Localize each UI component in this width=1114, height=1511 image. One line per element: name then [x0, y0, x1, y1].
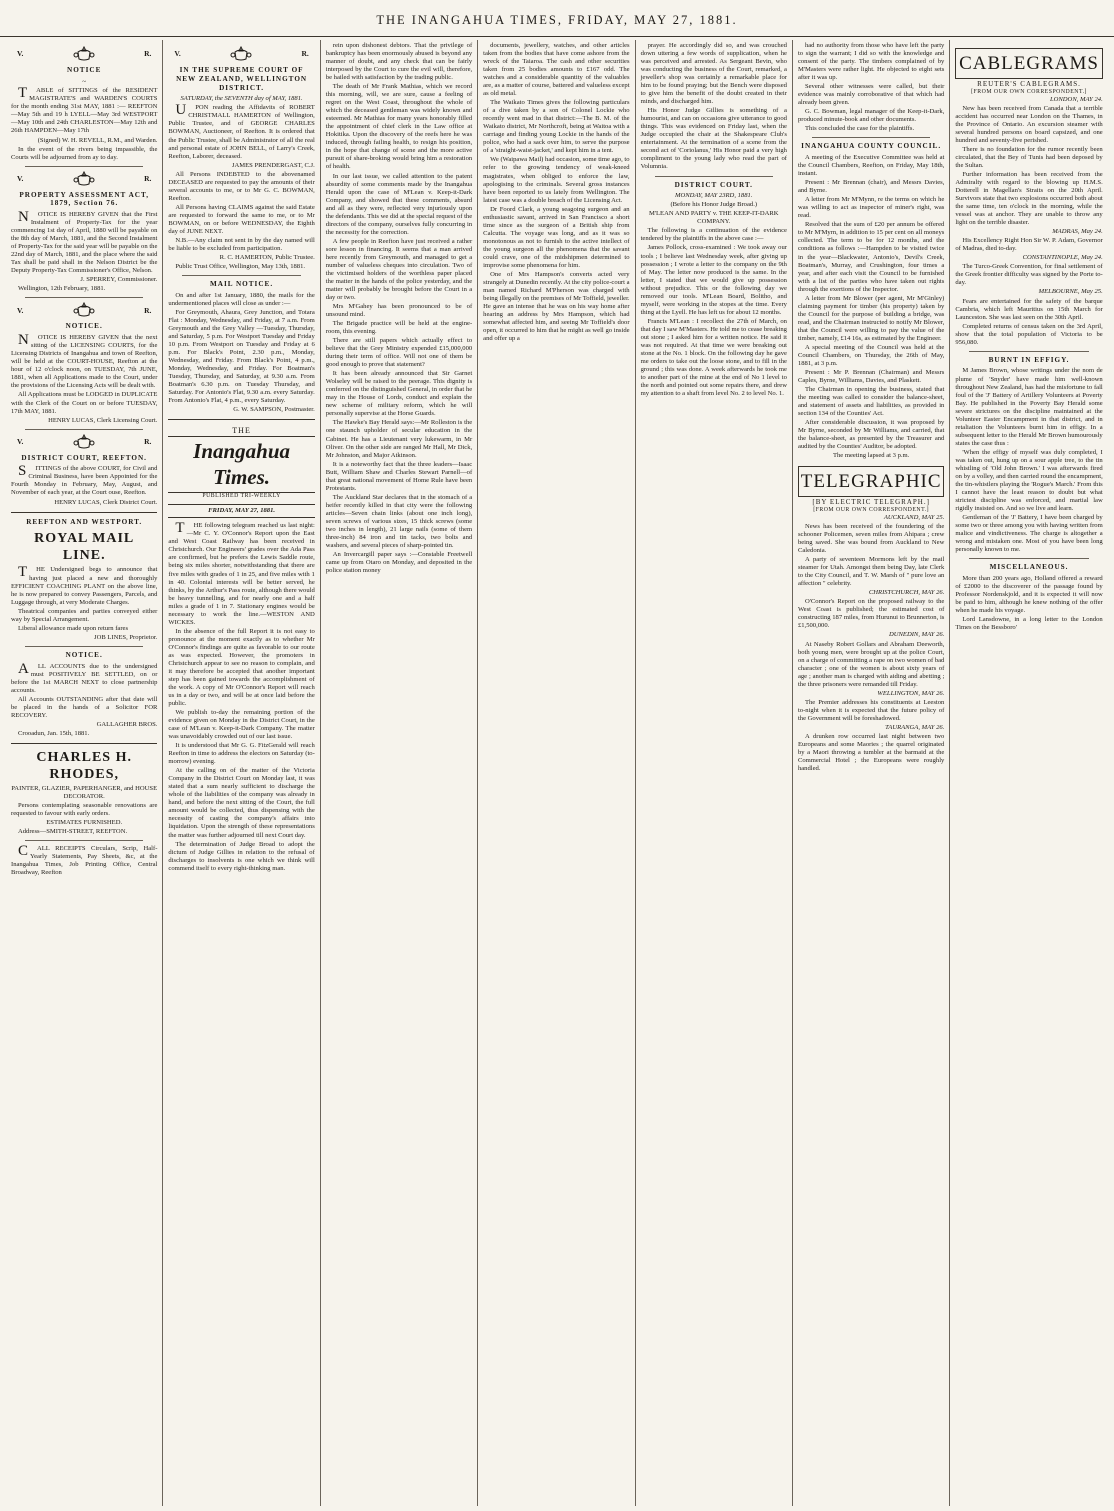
cable-place-1: LONDON, MAY 24. — [1049, 95, 1103, 103]
notice1-note: In the event of the rivers being impassible, the Courts will be adjourned from ay to day. — [11, 145, 158, 161]
paper-tagline: PUBLISHED TRI-WEEKLY — [202, 493, 281, 500]
divider — [655, 176, 773, 177]
notice5-title: NOTICE. — [65, 650, 103, 659]
running-masthead — [0, 0, 1114, 37]
council-present: Present : Mr Brennan (chair), and Messrs Davies, and Byrne. — [797, 179, 945, 195]
council-title: INANGAHUA COUNTY COUNCIL. — [801, 142, 942, 151]
col3-para-1: rein upon dishonest debtors. That the privilege of bankruptcy has been enormously abused is beyond any manner of doubt, and any check that can be fairly interposed by the Court to cure the evil will, therefore, be hailed with satisfaction by the trading public. — [325, 42, 473, 82]
council-body3: Resolved that the sum of £20 per annum be offered to Mr M'Myrn, in addition to 15 per cent on all moneys collected. The term to be for 12 months, and the conditions as follows :—Hampden to be visited twice in the year—Blackwater, Antonio's, Devil's Creek, Boatman's, Murray, and Crushington, four times a year, and after each visit the Council to be furnished with a list of the parties who have taken out rights through the exertions of the Inspector. — [797, 221, 945, 293]
notice5-sign: GALLAGHER BROS. — [96, 720, 158, 728]
divider — [25, 646, 143, 647]
mail-notice-title: MAIL NOTICE. — [210, 280, 274, 288]
notice5-body: ALL ACCOUNTS due to the undersigned must POSITIVELY BE SETTLED, on or before the 1st MARCH NEXT to close partnership accounts. — [11, 660, 158, 694]
col3-para-4: A few people in Reefton have just received a rather sore lesson in financing. It seems that a man arrived here recently from Greymouth, and managed to get a number of valueless cheques into circulation. Two of the victimised holders of the worthless paper placed the matter in the hands of the police yesterday, and the matter will probably be brought before the Court in a day or two. — [325, 237, 473, 301]
col3-para-2: The death of Mr Frank Mathias, which we record this morning, will, we are sure, cause a feeling of regret on the West Coast, throughout the whole of which the deceased gentleman was widely known and esteemed. Mr Mathias for many years honorably filled the appointment of chief clerk in the Law office at Hokitika. Upon the discovery of the reefs here he was induced, through failing health, to resign his position, in the hope that change of scene and the more active pursuit of share-broking would bring him a restoration of health. — [325, 83, 473, 171]
column-2 — [163, 40, 320, 1506]
divider — [812, 137, 930, 138]
column-4 — [478, 40, 635, 1506]
notice3-body2: All Applications must be LODGED in DUPLICATE with the Clerk of the Court on or before TUESDAY, 17th MAY, 1881. — [11, 391, 158, 415]
supreme-court-sign2: R. C. HAMERTON, Public Trustee. — [219, 253, 315, 261]
district-court-case: M'LEAN AND PARTY v. THE KEEP-IT-DARK COMPANY. — [648, 210, 779, 226]
cable-place-4: MELBOURNE, May 25. — [1038, 288, 1103, 296]
council-body4: A letter from Mr Blower (per agent, Mr M'Ginley) claiming payment for timber (his property) taken by the Council for the purpose of building a bridge, was read, and the Chairman instructed to notify Mr Blower, that the Council were willing to pay the value of the timber, namely, £14 16s, as estimated by the Engineer. — [797, 294, 945, 342]
notice2-sign: J. SPERREY, Commissioner. — [80, 276, 158, 284]
col3-para-10: It is a noteworthy fact that the three leaders—Isaac Butt, William Shaw and Charles Stewart Parnell—of that great national movement of Home Rule have been Protestants. — [325, 460, 473, 492]
crest-letter-v: V. — [17, 49, 24, 59]
rhodes-body: Persons contemplating seasonable renovations are requested to favour with early orders. — [11, 802, 158, 818]
council-body6: Present : Mr P. Brennan (Chairman) and Messrs Caples, Byrne, Williams, Davies, and Plaskett. — [797, 368, 945, 384]
mail-line-sign: JOB LINES, Proprietor. — [94, 633, 158, 641]
crest-letter-r: R. — [144, 49, 152, 59]
crest-letter-v: V. — [17, 437, 24, 447]
mail-notice-body: On and after 1st January, 1880, the mails for the undermentioned places will close as under :— — [168, 291, 315, 307]
notice2-date: Wellington, 12th February, 1881. — [18, 285, 106, 293]
mail-line-body3: Liberal allowance made upon return fares — [18, 624, 129, 632]
mail-line-title: REEFTON AND WESTPORT. — [26, 517, 143, 526]
mail-line-body: THE Undersigned begs to announce that having just placed a new and thoroughly EFFICIENT COACHING PLANT on the above line, he is now prepared to convey Passengers, Parcels, and Luggage through, at very Moderate Charges. — [11, 564, 158, 606]
misc-body-1: More than 200 years ago, Holland offered a reward of £2000 to the discoverer of the passage found by Professor Nordenskjold, and it is expected it will now be paid to him, although he knew nothing of the offer when he made his voyage. — [955, 574, 1103, 615]
royal-crest — [17, 434, 151, 450]
notice3-title: NOTICE. — [65, 322, 103, 331]
cable-body-3: Further information has been received from the Admiralty with regard to the blowing up H.M.S. Dotterell in Magellan's Straits on the 20th April. Survivors state that two explosions occurred both about the same time, ten o'clock in the morning, while the vessel was at anchor. They are unable to throw any light on the terrible disaster. — [955, 171, 1103, 227]
royal-crest — [17, 46, 151, 62]
circulars-ad: CALL RECEIPTS Circulars, Scrip, Half-Yearly Statements, Pay Sheets, &c, at the Inangahua Times, Job Printing Office, Central Broadway, Reefton — [11, 843, 158, 877]
cable-body-2: There is no foundation for the rumor recently been circulated, that the Bey of Tunis had been deposed by the Sultan. — [955, 145, 1103, 170]
paper-the: THE — [232, 426, 251, 436]
crest-icon — [73, 171, 95, 187]
cable-body-4: His Excellency Right Hon Sir W. P. Adam, Governor of Madras, died to-day. — [955, 237, 1103, 253]
supreme-court-body2: All Persons INDEBTED to the abovenamed DECEASED are requested to pay the amounts of their several accounts to me, or to Mr G. C. BOWMAN, Reefton. — [168, 170, 315, 202]
tel-body-1: News has been received of the foundering of the schooner Policemen, seven miles from Ahipara ; crew being saved. She was bound from Auckland to New Caledonia. — [797, 523, 945, 555]
burnt-body-3: Gentleman of the 'J' Battery, I have been charged by some two or three among you with having written from malice and vindictiveness. The charge is altogether a wrong and mistaken one. Most of you have been long personally known to me. — [955, 514, 1103, 554]
burnt-title: BURNT IN EFFIGY. — [988, 355, 1070, 364]
column-3 — [321, 40, 478, 1506]
mail-notice-sign: G. W. SAMPSON, Postmaster. — [233, 406, 315, 414]
col3-para-6: The Brigade practice will be held at the engine-room, this evening. — [325, 320, 473, 336]
crest-icon — [73, 434, 95, 450]
divider — [969, 351, 1088, 352]
crest-letter-r: R. — [144, 305, 152, 315]
notice1-title: NOTICE — [67, 66, 102, 74]
leader-2: In the absence of the full Report it is not easy to pronounce at the moment exactly as to whether Mr O'Connor's findings are quite as favorable to our route as was expected. However, the promoters in Christchurch appear to see no reason to complain, and it may therefore be accepted that another important step has been gained towards the accomplishment of the work. A copy of Mr O'Connor's Report will reach us in a day or two, and will be at once laid before the public. — [168, 627, 315, 707]
cable-place-2: MADRAS, May 24. — [1052, 228, 1103, 236]
misc-title: MISCELLANEOUS. — [989, 563, 1069, 572]
divider — [11, 743, 157, 744]
leader-6: The determination of Judge Broad to adopt the dictum of Judge Gillies in relation to the refusal of discharges to insolvents is one which we think will commend itself to every right-thinking man. — [168, 840, 315, 872]
tel-body-3: O'Connor's Report on the proposed railway to the West Coast is published; the estimated cost of constructing 187 miles, from Hurunui to Brunnerton, is £1,500,000. — [797, 598, 945, 630]
council-end: The meeting lapsed at 3 p.m. — [832, 452, 910, 460]
divider — [25, 166, 143, 167]
ornament: ~ — [82, 77, 87, 86]
crest-letter-r: R. — [144, 174, 152, 184]
col3-para-11: The Auckland Star declares that in the stomach of a heifer recently killed in that city were the following articles—Seven chain links (about one inch long), seven screws of various sizes, 15 thick screws (some two inches in length), 21 large nails (some of them three-inch) 84 iron and tin tacks, two bolts and washers, and several pieces of sharp-pointed tin. — [325, 493, 473, 549]
leader-3: We publish to-day the remaining portion of the evidence given on Monday in the District Court, in the case of M'Lean v. Keep-it-Dark Company. The matter was unavoidably crowded out of our last issue. — [168, 709, 315, 741]
tel-body-6: A drunken row occurred last night between two Europeans and some Maories ; the quarrel originated by a Maori throwing a tumbler at the barmaid at the Commercial Hotel ; the Europeans were roughly handled. — [797, 732, 945, 772]
paper-name: Inangahua Times. — [168, 436, 314, 493]
tel-place-2: CHRISTCHURCH, MAY 26. — [868, 589, 945, 597]
crest-letter-v: V. — [17, 174, 24, 184]
notice2-title: PROPERTY ASSESSMENT ACT, 1879, Section 76. — [19, 190, 150, 208]
royal-mail-heading: ROYAL MAIL LINE. — [34, 531, 135, 564]
divider — [25, 840, 143, 841]
telegraphic-from: [FROM OUR OWN CORRESPONDENT.] — [813, 506, 930, 513]
tel-place-1: AUCKLAND, MAY 25. — [883, 514, 945, 522]
col6-para-2: Several other witnesses were called, but their evidence was mainly corroborative of that which had already been given. — [797, 83, 945, 107]
notice3-sign: HENRY LUCAS, Clerk Licensing Court. — [48, 416, 158, 424]
misc-body-2: Lord Lansdowne, in a long letter to the London Times on the Bessboro' — [955, 616, 1103, 632]
cable-body-5: The Turco-Greek Convention, for final settlement of the Greek frontier difficulty was signed by the Porte to-day. — [955, 263, 1103, 287]
cable-body-7: Completed returns of census taken on the 3rd April, show that the total population of Victoria to be 956,080. — [955, 322, 1103, 346]
leader-5: At the calling on of the matter of the Victoria Company in the District Court on Monday last, it was stated that a sum nearly sufficient to discharge the whole of the liabilities of the company was already in hand, and before the next sitting of the Court, the full amount would be collected, thus dispensing with the necessity of casting the company's affairs into liquidation. Upon the strength of these representations the matter was further adjourned till next Court day. — [168, 767, 315, 839]
cablegrams-heading: CABLEGRAMS — [955, 48, 1102, 79]
tel-body-4: At Naseby Robert Gollars and Abraham Deeworth, both young men, were brought up at the police Court, on a charge of committing a rape on two women of bad character ; one of the women is about sixty years of age ; another man is charged with aiding and abetting ; the three prisoners were remanded till Friday. — [797, 640, 945, 688]
royal-crest — [17, 171, 151, 187]
crest-letter-v: V. — [17, 305, 24, 315]
crest-letter-r: R. — [144, 437, 152, 447]
supreme-court-body3: All Persons having CLAIMS against the said Estate are requested to forward the same to me, or to Mr BOWMAN, on or before WEDNESDAY, the Eighth day of JUNE NEXT. — [168, 203, 315, 235]
col3-para-9: The Hawke's Bay Herald says:—Mr Rolleston is the one staunch upholder of secular education in the Cabinet. He has a Lieutenant very lukewarm, in Mr Oliver. On the other side are ranged Mr Hall, Mr Dick, Mr Johnston, and Major Atkinson. — [325, 419, 473, 459]
cable-body-6: Fears are entertained for the safety of the barque Cambria, which left Mauritius on 15th March for Launceston. She was last seen on the 30th April. — [955, 297, 1103, 321]
col3-para-3: In our last issue, we called attention to the patent absurdity of some comments made by the Inangahua Herald upon the case of M'Lean v. Keep-it-Dark Company, and showed that these comments, absurd and all as they were, reflected very injuriously upon the defendants. This we did at the special request of the directors of the company, ourselves fully concurring in the necessity for the correction. — [325, 172, 473, 236]
crest-icon — [73, 46, 95, 62]
district-court-body: James Pollock, cross-examined : We took away our tools ; I believe last Wednesday week, after giving up possession ; I wrote a letter to the company on the 9th of May. The letter now produced is the same. In the letter, I stated that we would give up possession without prejudice. This or the following day we removed our tools. M'Lean Board, Bolitho, and myself, were working in the stopes at the time. Every thing at the Lyell. He has left us for about 12 months. — [640, 244, 787, 316]
col4-para-5: One of Mrs Hampson's converts acted very strangely at Dunedin recently. At the city police-court a man named Richard M'Pherson was charged with being illegally on the premises of Mr Toffield, jeweller. He gave an intense that he was on his way home after hearing an address by Mrs Hampson, which had somewhat affected him, and seeing Mr Toffield's door open, it occurred to him that he might as well go inside and offer up a — [483, 270, 630, 343]
district-court-intro: The following is a continuation of the evidence tendered by the plaintiffs in the above case :— — [640, 227, 787, 243]
col3-para-8: It has been already announced that Sir Garnet Wolseley will be raised to the peerage. This dignity is conferred on the distinguished General, in order that he may in the House of Lords, conduct and explain the new scheme of military reform, which he will personally supervise at the Horse Guards. — [325, 370, 473, 418]
leader-4: It is understood that Mr G. G. FitzGerald will reach Reefton in time to address the electors on Saturday (to-morrow) evening. — [168, 742, 315, 766]
council-body: A meeting of the Executive Committee was held at the Council Chambers, Reefton, on Friday, May 18th, instant. — [797, 154, 945, 178]
mail-line-body2: Theatrical companies and parties conveyed either way by Special Arrangement. — [11, 607, 158, 623]
col4-para-1: documents, jewellery, watches, and other articles taken from the bodies that have come ashore from the wreck of the Taiaroa. The cash and other securities taken from 25 bodies amounts to £167 odd. The watches and a considerable quantity of the valuables are, as a matter of course, battered and valueless except as old metal. — [483, 42, 630, 98]
district-court-body2: Francis M'Lean : I recollect the 27th of March, on that day I saw M'Masters. He told me to cease breaking out stone ; I asked him for a written notice. He said it was not required. At that time we were breaking out stone at the No. 1 block. On the following day he gave me orders to take out the loose stone, and to fill in the ground ; this was done. A week afterwards he took me to another part of the mine at the end of No 1 level to the north and pointed out some repairs there, and drew my attention to a shaft from level No. 2 to level No. 1. — [640, 317, 787, 398]
col5-para-1: prayer. He accordingly did so, and was crouched down uttering a few words of supplication, when he was perceived and arrested. As Sergeant Bevin, who was conducting the business of the Court, remarked, a jeweller's shop was certainly a remarkable place for him to be found praying; but the Bench were disposed to give him the benefit of the doubt created in their minds, and discharged him. — [640, 42, 787, 106]
column-7 — [950, 40, 1107, 1506]
supreme-court-body4: N.B.—Any claim not sent in by the day named will be liable to be excluded from participation. — [168, 236, 315, 252]
tel-body-2: A party of seventeen Mormons left by the mail steamer for Utah. Amongst them being Day, late Clerk to the City Council, and T. W. Marsh of " pure love an affection " celebrity. — [797, 556, 945, 588]
rhodes-trade: PAINTER, GLAZIER, PAPERHANGER, and HOUSE DECORATOR. — [11, 784, 158, 800]
tel-body-5: The Premier addresses his constituents at Leeston to-night when it is expected that the future policy of the Government will be foreshadowed. — [797, 698, 945, 722]
burnt-body-2: 'When the effigy of myself was duly completed, I was taken out, hung up on a sour apple tree, to the tin whistling of 'Old John Brown.' I was afterwards fired on by a volley, and then carried round the encampment, the tin-whistlers playing the 'Rogue's March.' From this I cannot have the least reason to doubt but what strictest discipline was enforced, and martial law rigidly insisted on. And so we live and learn. — [955, 448, 1103, 513]
col6-para-1: had no authority from those who have left the party to sign the warrant; I did so with the knowledge and consent of the party. The timbers complained of by M'Masters were rather light. He objected to eight sets after it was up. — [797, 42, 945, 82]
cable-place-3: CONSTANTINOPLE, May 24. — [1022, 254, 1103, 262]
cablegrams-sub: REUTER'S CABLEGRAMS. — [977, 80, 1081, 89]
col4-para-4: Dr Foord Clark, a young seagoing surgeon and an enthusiastic savant, arrived in San Francisco a short time since as the surgeon of a British ship from Calcutta. The voyage was long, and as it was so monotonous as not to furnish to the active intellect of the young surgeon all the phenomena that the savant could crave, one of the midshipmen determined to improvise some phenomena for him. — [483, 205, 630, 269]
telegraphic-heading: TELEGRAPHIC — [798, 466, 944, 497]
burnt-body-1: M James Brown, whose writings under the nom de plume of 'Snyder' have made him well-known throughout New Zealand, has had the misfortune to fall foul of the 'J' Battery of Artillery Volunteers at Poverty Bay. He published in the Poverty Bay Herald some severe strictures on the discipline maintained at the Volunteer Easter Encampment in that district, and in retaliation the Volunteers burnt him in effigy. In a subsequent letter to the Herald Mr Brown humourously states the case thus : — [955, 367, 1103, 447]
rhodes-estimates: ESTIMATES FURNISHED. — [46, 819, 123, 827]
notice2-body: NOTICE IS HEREBY GIVEN that the First Instalment of Property-Tax for the year commencing 1st day of April, 1880 will be payable on the 8th day of March, 1881, and the Second Instalment of Property-Tax for the said year will be payable on the 22nd day of March, 1881, and the place where the said Tax shall be paid shall in the Nelson District be the Deputy Property-Tax Commissioner's Office, Nelson. — [11, 209, 158, 275]
tel-place-5: TAURANGA, MAY 26. — [885, 723, 945, 731]
notice3-body: NOTICE IS HEREBY GIVEN that the next sitting of the LICENSING COURTS, for the Licensing Districts of Inangahua and town of Reefton, will be held at the COURT-HOUSE, Reefton at the hour of 12 o'clock noon, on TUESDAY, 7th JUNE, 1881, when all Applications made to the Court, under the provisions of the Licensing Acts will be dealt with. — [11, 332, 158, 390]
crest-letter-v: V. — [174, 49, 181, 59]
crest-icon — [230, 46, 252, 62]
supreme-court-date: SATURDAY, the SEVENTH day of MAY, 1881. — [180, 95, 303, 103]
col3-para-7: There are still papers which actually effect to believe that the Grey Ministry expended £15,000,000 during their term of office. Will not one of them be good enough to prove that statement? — [325, 337, 473, 369]
district-court-date: MONDAY, MAY 23RD, 1881. — [675, 192, 753, 200]
council-body2: A letter from Mr M'Mynn, re the terms on which he was willing to act as inspector of miner's right, was read. — [797, 196, 945, 220]
column-5 — [636, 40, 793, 1506]
mail-notice-list: For Greymouth, Ahaura, Grey Junction, and Totara Flat : Monday, Wednesday, and Friday, at 7 a.m. From Greymouth and the Grey Valley —Tuesday, Thursday, and Saturday, 5 p.m. For Westport Tuesday and Friday 10 p.m. From Westport on Tuesday and Friday at 6 p.m. For Black's Point, 2.30 p.m., Monday, Wednesday, and Friday. From Black's Point, 4 p.m., Monday, Wednesday, and Friday. For Boatman's Tuesday, Thursday, and Saturday, at 9.30 a.m. From Boatman's 6.30 p.m. on Tuesday Thursday, and Saturday. For Antonio's Flat, 9.30 a.m. every Saturday. From Antonio's Flat, 4 p.m., every Saturday. — [168, 308, 315, 405]
tel-place-4: WELLINGTON, MAY 26. — [877, 689, 945, 697]
paper-masthead — [168, 426, 314, 500]
council-body8: After considerable discussion, it was proposed by Mr Byrne, seconded by Mr Williams, and carried, that the balance-sheet, as presented by the Treasurer and audited by the Counties' Auditor, be adopted. — [797, 419, 945, 451]
columns — [6, 40, 1108, 1506]
notice4-sign: HENRY LUCAS, Clerk District Court. — [54, 498, 158, 506]
council-body5: A special meeting of the Council was held at the Council Chambers, on Thursday, the 26th of May, 1881, at 3 p.m. — [797, 343, 945, 367]
divider — [969, 558, 1088, 559]
notice5-date: Crooadun, Jan. 15th, 1881. — [18, 729, 90, 737]
rhodes-address: Address—SMITH-STREET, REEFTON. — [18, 828, 128, 836]
divider — [25, 429, 143, 430]
supreme-court-body: UPON reading the Affidavits of ROBERT CHRISTMALL HAMERTON of Wellington, Public Trustee, and of GEORGE CHARLES BOWMAN, Auctioneer, of Reefton. It is ordered that the Public Trustee, shall be Administrator of all the real and personal estate of JOHN BELL, of Larry's Creek, Reefton, Laborer, deceased. — [168, 102, 315, 160]
divider — [182, 275, 300, 276]
divider — [11, 512, 157, 513]
supreme-court-sign: JAMES PRENDERGAST, C.J. — [231, 161, 315, 169]
notice1-body: TABLE of SITTINGS of the RESIDENT MAGISTRATE'S and WARDEN'S COURTS for the month ending 31st MAY, 1881 :— REEFTON—May 5th and 19 h LYELL—May 3rd WESTPORT—May 10th and 24th CHARLESTON—May 12th and 26th HAMPDEN—May 17th — [11, 85, 158, 135]
notice1-sign: (Signed) W. H. REVELL, R.M., and Warden. — [37, 136, 158, 144]
masthead-title: THE INANGAHUA TIMES, FRIDAY, MAY 27, 1881. — [376, 13, 738, 27]
column-6 — [793, 40, 950, 1506]
notice4-title: DISTRICT COURT, REEFTON. — [21, 453, 147, 462]
col4-para-2: The Waikato Times gives the following particulars of a dive taken by a son of Colonel Lockie who recently went mad in that district:—The B. M. of the Waikato district, Mr Northcroft, being at Waitoa with a carriage and finding young Lockie in the hands of the police, who had a sack over him, to serve the purpose of a 'straight-waist-jacket,' and kept him in a tent. — [483, 99, 630, 155]
royal-crest — [17, 302, 151, 318]
leader-1: THE following telegram reached us last night:—Mr C. Y. O'Connor's Report upon the East and West Coast Railway has been received in Christchurch. Our Engineers' grades over the Ada Pass are confirmed, but he prefers the Lewis Saddle route, being six miles shorter, notwithstanding that there are five miles with grades of 1 in 25, and five miles with 1 in 40. Colonial interests will be better served, he thinks, by the Arthur's Pass route, although there would be heavy tunnelling, and for nearly one and a half miles a grade of 1 in 7. Stationary engines would be necessary to work the line.—WESTON AND WICKES. — [168, 520, 315, 626]
notice4-body: SITTINGS of the above COURT, for Civil and Criminal Business, have been Appointed for the Fourth Monday in February, May, August, and November of each year, at the Court ouse, Reefton. — [11, 463, 158, 497]
crest-icon — [73, 302, 95, 318]
divider — [25, 297, 143, 298]
col6-para-3: G. C. Bowman, legal manager of the Keep-it-Dark, produced minute-book and other documents. — [797, 108, 945, 124]
col3-para-12: An Invercargill paper says :—Constable Freetwell came up from Otaro on Monday, and deposited in the police station money — [325, 550, 473, 574]
supreme-court-date2: Public Trust Office, Wellington, May 13th, 1881. — [175, 262, 306, 270]
district-court-judge: (Before his Honor Judge Broad.) — [670, 201, 758, 209]
crest-letter-r: R. — [301, 49, 309, 59]
royal-crest — [174, 46, 308, 62]
col6-para-4: This concluded the case for the plaintiffs. — [804, 125, 915, 133]
col3-para-5: Mrs M'Gahey has been pronounced to be of unsound mind. — [325, 303, 473, 319]
cablegrams-from: [FROM OUR OWN CORRESPONDENT.] — [971, 88, 1087, 95]
notice5-body2: All Accounts OUTSTANDING after that date will be placed in the hands of a Solicitor FOR RECOVERY. — [11, 695, 158, 719]
telegraphic-sub: [BY ELECTRIC TELEGRAPH.] — [812, 498, 930, 507]
tel-place-3: DUNEDIN, MAY 26. — [889, 631, 945, 639]
cable-body-1: New has been received from Canada that a terrible accident has occurred near London on the Thames, in the Province of Ontario. An excursion steamer with several hundred persons on board capsized, and one hundred and seventy-five perished. — [955, 104, 1103, 144]
column-1 — [6, 40, 163, 1506]
paper-dateline: FRIDAY, MAY 27, 1881. — [168, 504, 314, 518]
council-body7: The Chairman in opening the business, stated that the meeting was called to consider the balance-sheet, and statement of assets and liabilities, as provided in section 134 of the Counties' Act. — [797, 386, 945, 418]
rhodes-name: CHARLES H. RHODES, — [36, 749, 132, 782]
divider — [168, 419, 314, 420]
col4-para-3: We (Waipawa Mail) had occasion, some time ago, to refer to the growing tendency of weak-kneed magistrates, when obliged to enforce the law, apologising to the criminals. Several gross instances have been reported to us lately from Wellington. The latest case was a double breach of the Licensing Act. — [483, 156, 630, 204]
district-court-title: DISTRICT COURT. — [674, 180, 753, 189]
col5-para-2: His Honor Judge Gillies is something of a humourist, and can on occasions give utterance to good things. This was evidenced on Friday last, when the Judge occupied the chair at the Shakespeare Club's entertainment. At the termination of a scene from the second act of 'Coriolanus,' His Honor paid a very high compliment to the young lady who read the part of Volumnia. — [640, 107, 787, 171]
supreme-court-title: IN THE SUPREME COURT OF NEW ZEALAND, WELLINGTON DISTRICT. — [176, 66, 308, 92]
